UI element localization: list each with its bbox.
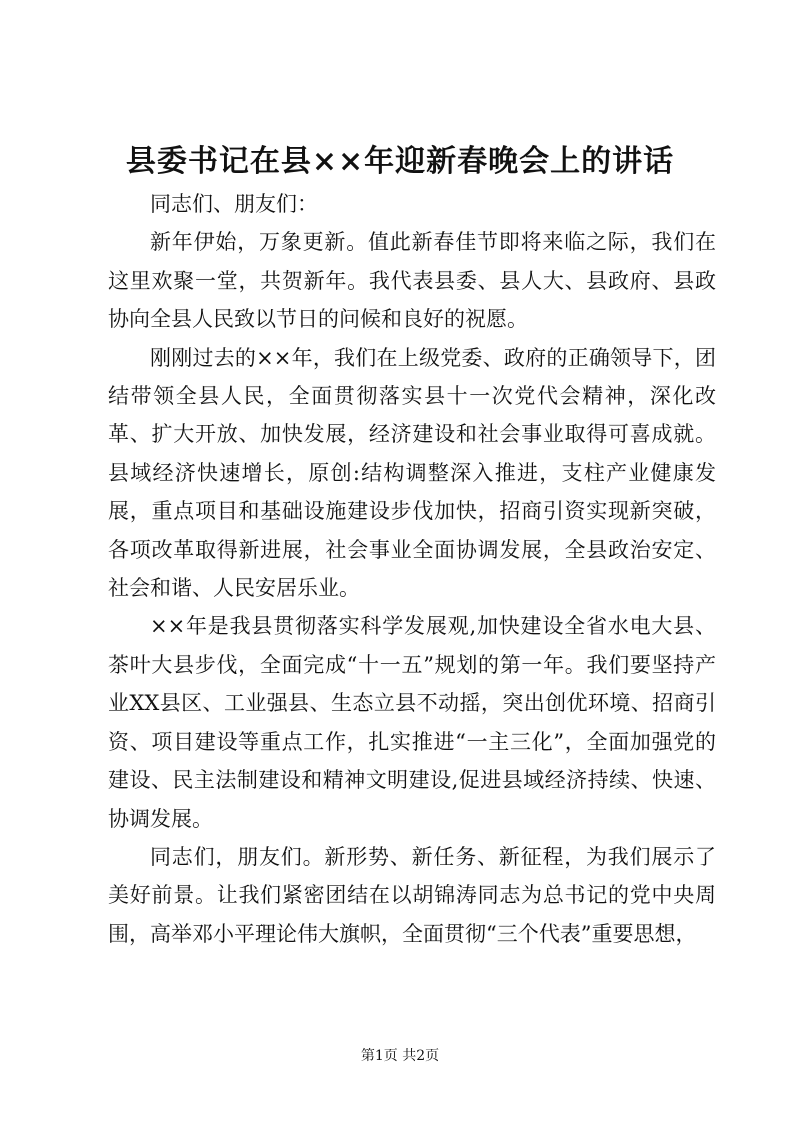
document-title: 县委书记在县××年迎新春晚会上的讲话	[125, 144, 675, 179]
document-body	[108, 185, 716, 953]
page-number-footer: 第1页 共2页	[360, 1048, 440, 1064]
paragraph-new-year-greeting: 新年伊始，万象更新。值此新春佳节即将来临之际，我们在这里欢聚一堂，共贺新年。我代表县委、县人大、县政府、县政协向全县人民致以节日的问候和良好的祝愿。	[108, 230, 716, 332]
paragraph-closing-call: 同志们，朋友们。新形势、新任务、新征程，为我们展示了美好前景。让我们紧密团结在以胡锦涛同志为总书记的党中央周围，高举邓小平理论伟大旗帜，全面贯彻“三个代表”重要思想，	[108, 844, 716, 946]
paragraph-past-year-review: 刚刚过去的××年，我们在上级党委、政府的正确领导下，团结带领全县人民，全面贯彻落实县十一次党代会精神，深化改革、扩大开放、加快发展，经济建设和社会事业取得可喜成就。县域经济快速增长，原创:结构调整深入推进，支柱产业健康发展，重点项目和基础设施建设步伐加快，招商引资实现新突破，各项改革取得新进展，社会事业全面协调发展，全县政治安定、社会和谐、人民安居乐业。	[108, 345, 716, 601]
paragraph-salutation: 同志们、朋友们：	[150, 192, 318, 216]
paragraph-current-year-plan: ××年是我县贯彻落实科学发展观,加快建设全省水电大县、茶叶大县步伐，全面完成“十一五”规划的第一年。我们要坚持产业XX县区、工业强县、生态立县不动摇，突出创优环境、招商引资、项目建设等重点工作，扎实推进“一主三化”，全面加强党的建设、民主法制建设和精神文明建设,促进县域经济持续、快速、协调发展。	[108, 614, 716, 831]
